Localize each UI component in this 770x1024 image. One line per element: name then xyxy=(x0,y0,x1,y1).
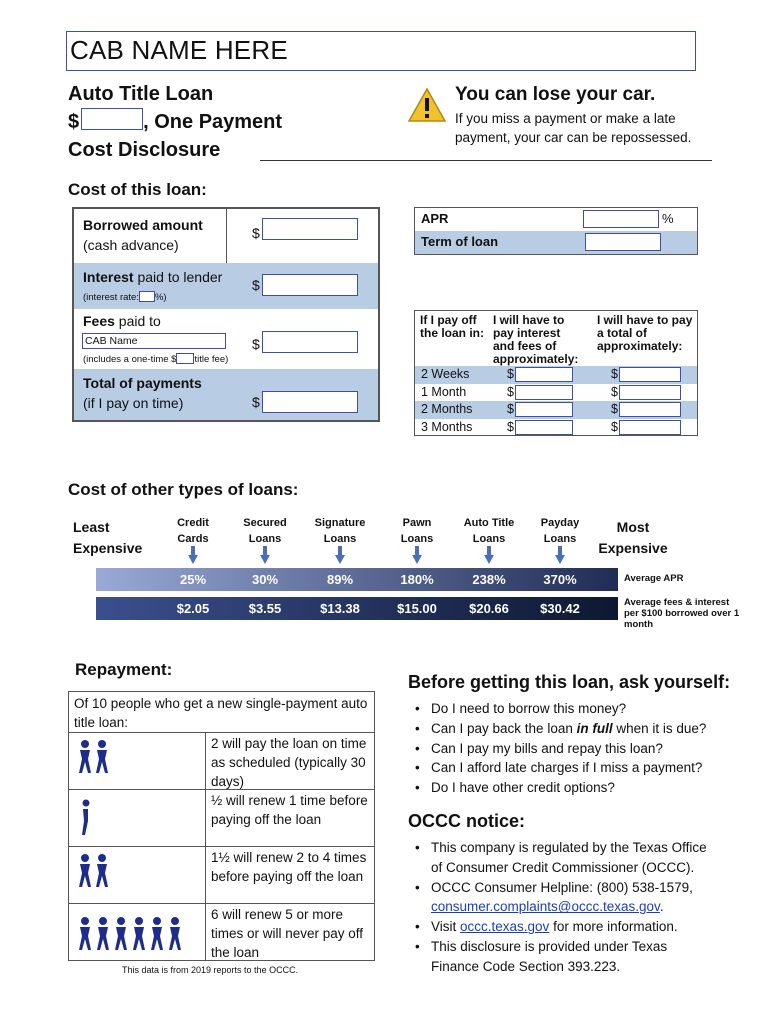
interest-rate-label: (interest rate: %) xyxy=(83,292,167,303)
person-icon xyxy=(77,853,117,889)
apr-table xyxy=(414,207,698,255)
six-people-icon xyxy=(77,916,195,952)
interest-fees-field[interactable] xyxy=(515,402,573,417)
list-item: • Do I need to borrow this money? xyxy=(415,699,735,719)
repayment-heading: Repayment: xyxy=(75,660,173,679)
interest-row xyxy=(74,263,378,309)
down-arrow-icon xyxy=(188,546,198,564)
fees-amount-field[interactable] xyxy=(262,331,358,353)
average-fees-bar xyxy=(96,597,618,620)
fee-value: $20.66 xyxy=(469,601,509,616)
list-item: • Do I have other credit options? xyxy=(415,778,735,798)
term-field[interactable] xyxy=(585,233,661,251)
interest-rate-field[interactable] xyxy=(139,291,155,302)
list-item: • Can I pay my bills and repay this loan? xyxy=(415,739,735,759)
apr-value: 30% xyxy=(251,572,279,587)
fee-value: $13.38 xyxy=(320,601,360,616)
percent-sign: % xyxy=(662,211,674,226)
payoff-term: 2 Weeks xyxy=(421,367,470,381)
dollar-sign: $ xyxy=(507,384,514,399)
dollar-sign: $ xyxy=(507,419,514,434)
interest-amount-field[interactable] xyxy=(262,274,358,296)
payoff-term: 3 Months xyxy=(421,419,473,434)
before-list xyxy=(415,699,735,798)
list-item: • This disclosure is provided under Texas Finance Code Section 393.223. xyxy=(415,937,715,977)
list-item: • Can I pay back the loan in full when it is due? xyxy=(415,719,735,739)
person-icon xyxy=(77,739,117,775)
title-line-3: Cost Disclosure xyxy=(68,139,221,161)
apr-row xyxy=(415,208,697,231)
down-arrow-icon xyxy=(412,546,422,564)
payoff-row xyxy=(415,419,697,437)
occc-website-link[interactable]: occc.texas.gov xyxy=(460,919,550,935)
down-arrow-icon xyxy=(555,546,565,564)
average-apr-bar xyxy=(96,568,618,591)
interest-fees-field[interactable] xyxy=(515,420,573,435)
total-row xyxy=(74,369,378,420)
borrowed-label: Borrowed amount xyxy=(83,217,203,233)
payoff-table xyxy=(414,310,698,436)
repayment-row xyxy=(69,846,374,903)
list-item: • OCCC Consumer Helpline: (800) 538-1579, consumer.complaints@occc.texas.gov. xyxy=(415,878,715,918)
interest-fees-field[interactable] xyxy=(515,367,573,382)
dollar-sign: $ xyxy=(252,336,260,352)
list-item: • Can I afford late charges if I miss a payment? xyxy=(415,758,735,778)
borrowed-row xyxy=(74,209,378,263)
average-fees-label: Average fees & interest per $100 borrowed over 1 month xyxy=(624,597,740,630)
fee-value: $2.05 xyxy=(176,601,210,616)
title-dollar: $ xyxy=(68,111,80,133)
borrowed-sub: (cash advance) xyxy=(83,237,179,253)
most-expensive-label: Most Expensive xyxy=(598,519,668,556)
repayment-intro: Of 10 people who get a new single-payment auto title loan: xyxy=(74,696,368,730)
apr-value: 238% xyxy=(472,572,506,587)
dollar-sign: $ xyxy=(507,367,514,381)
data-source-note: This data is from 2019 reports to the OCCC. xyxy=(122,965,299,975)
other-loans-heading: Cost of other types of loans: xyxy=(68,480,299,499)
loan-type-label: Payday Loans xyxy=(540,517,580,545)
payoff-col-2: I will have to pay interest and fees of approximately: xyxy=(493,313,579,366)
dollar-sign: $ xyxy=(611,402,618,416)
repayment-text: ½ will renew 1 time before paying off the loan xyxy=(211,793,368,827)
payoff-row xyxy=(415,384,697,402)
total-field[interactable] xyxy=(619,385,681,400)
people-icons xyxy=(69,847,206,903)
payoff-row xyxy=(415,366,697,384)
header-divider xyxy=(260,160,712,161)
term-row xyxy=(415,231,697,254)
title-fee-field[interactable] xyxy=(176,353,194,364)
title-line-2: , One Payment xyxy=(143,111,283,133)
cost-heading: Cost of this loan: xyxy=(68,180,207,199)
page-title xyxy=(68,80,282,164)
payoff-row xyxy=(415,401,697,419)
apr-value: 89% xyxy=(326,572,354,587)
people-icons xyxy=(69,904,206,961)
dollar-sign: $ xyxy=(252,394,260,410)
dollar-sign: $ xyxy=(611,367,618,381)
total-field[interactable] xyxy=(619,367,681,382)
apr-value: 25% xyxy=(179,572,207,587)
payoff-col-1: If I pay off the loan in: xyxy=(420,313,484,340)
repayment-text: 6 will renew 5 or more times or will never pay off the loan xyxy=(211,907,364,960)
repayment-text: 1½ will renew 2 to 4 times before paying off the loan xyxy=(211,850,367,884)
borrowed-amount-field[interactable] xyxy=(262,218,358,240)
complaints-email-link[interactable]: consumer.complaints@occc.texas.gov xyxy=(431,899,660,915)
dollar-sign: $ xyxy=(507,402,514,416)
dollar-sign: $ xyxy=(611,384,618,399)
total-field[interactable] xyxy=(619,420,681,435)
interest-label: Interest paid to lender xyxy=(83,269,223,285)
list-item: • This company is regulated by the Texas Office of Consumer Credit Commissioner (OCCC). xyxy=(415,838,715,878)
repayment-row xyxy=(69,789,374,846)
payoff-term: 2 Months xyxy=(421,402,473,416)
cost-table xyxy=(72,207,380,422)
apr-field[interactable] xyxy=(583,210,659,228)
divider xyxy=(226,209,227,263)
repayment-table xyxy=(68,691,375,961)
fees-label: Fees paid to xyxy=(83,313,161,329)
warning-triangle-icon xyxy=(407,87,447,123)
repayment-text: 2 will pay the loan on time as scheduled (typically 30 days) xyxy=(211,736,367,789)
apr-value: 370% xyxy=(543,572,577,587)
list-item: • Visit occc.texas.gov for more information. xyxy=(415,917,715,937)
down-arrow-icon xyxy=(484,546,494,564)
repayment-row xyxy=(69,732,374,789)
fee-value: $3.55 xyxy=(248,601,282,616)
term-label: Term of loan xyxy=(421,234,499,249)
interest-fees-field[interactable] xyxy=(515,385,573,400)
loan-type-label: Auto Title Loans xyxy=(463,517,515,545)
cab-name-field[interactable]: CAB NAME HERE xyxy=(66,31,696,71)
payoff-term: 1 Month xyxy=(421,384,467,399)
title-fee-note: (includes a one-time $ title fee) xyxy=(83,354,229,365)
least-expensive-label: Least Expensive xyxy=(73,519,143,556)
dollar-sign: $ xyxy=(611,419,618,434)
total-sub: (if I pay on time) xyxy=(83,395,184,411)
down-arrow-icon xyxy=(335,546,345,564)
total-field[interactable] xyxy=(619,402,681,417)
warning-heading: You can lose your car. xyxy=(455,84,656,105)
half-person-icon xyxy=(75,798,95,838)
loan-type-label: Credit Cards xyxy=(177,517,209,545)
loan-type-label: Pawn Loans xyxy=(400,517,434,545)
title-line-1: Auto Title Loan xyxy=(68,83,214,105)
people-icons xyxy=(69,733,206,789)
loan-type-label: Secured Loans xyxy=(243,517,287,545)
loan-type-label: Signature Loans xyxy=(314,517,366,545)
before-heading: Before getting this loan, ask yourself: xyxy=(408,672,731,692)
average-apr-label: Average APR xyxy=(624,573,684,584)
down-arrow-icon xyxy=(260,546,270,564)
apr-label: APR xyxy=(421,211,449,226)
fees-cab-name-field[interactable]: CAB Name xyxy=(82,333,226,349)
total-amount-field[interactable] xyxy=(262,391,358,413)
dollar-sign: $ xyxy=(252,277,260,293)
total-label: Total of payments xyxy=(83,375,202,391)
dollar-sign: $ xyxy=(252,225,260,241)
occc-heading: OCCC notice: xyxy=(408,811,525,831)
warning-text: If you miss a payment or make a late payment, your car can be repossessed. xyxy=(455,111,692,145)
loan-amount-field[interactable] xyxy=(81,108,143,130)
payoff-col-3: I will have to pay a total of approximately: xyxy=(597,313,693,353)
occc-list xyxy=(415,838,715,977)
fee-value: $15.00 xyxy=(397,601,437,616)
fee-value: $30.42 xyxy=(540,601,580,616)
fees-row xyxy=(74,309,378,369)
repayment-row xyxy=(69,903,374,961)
apr-value: 180% xyxy=(400,572,434,587)
people-icons xyxy=(69,790,206,846)
